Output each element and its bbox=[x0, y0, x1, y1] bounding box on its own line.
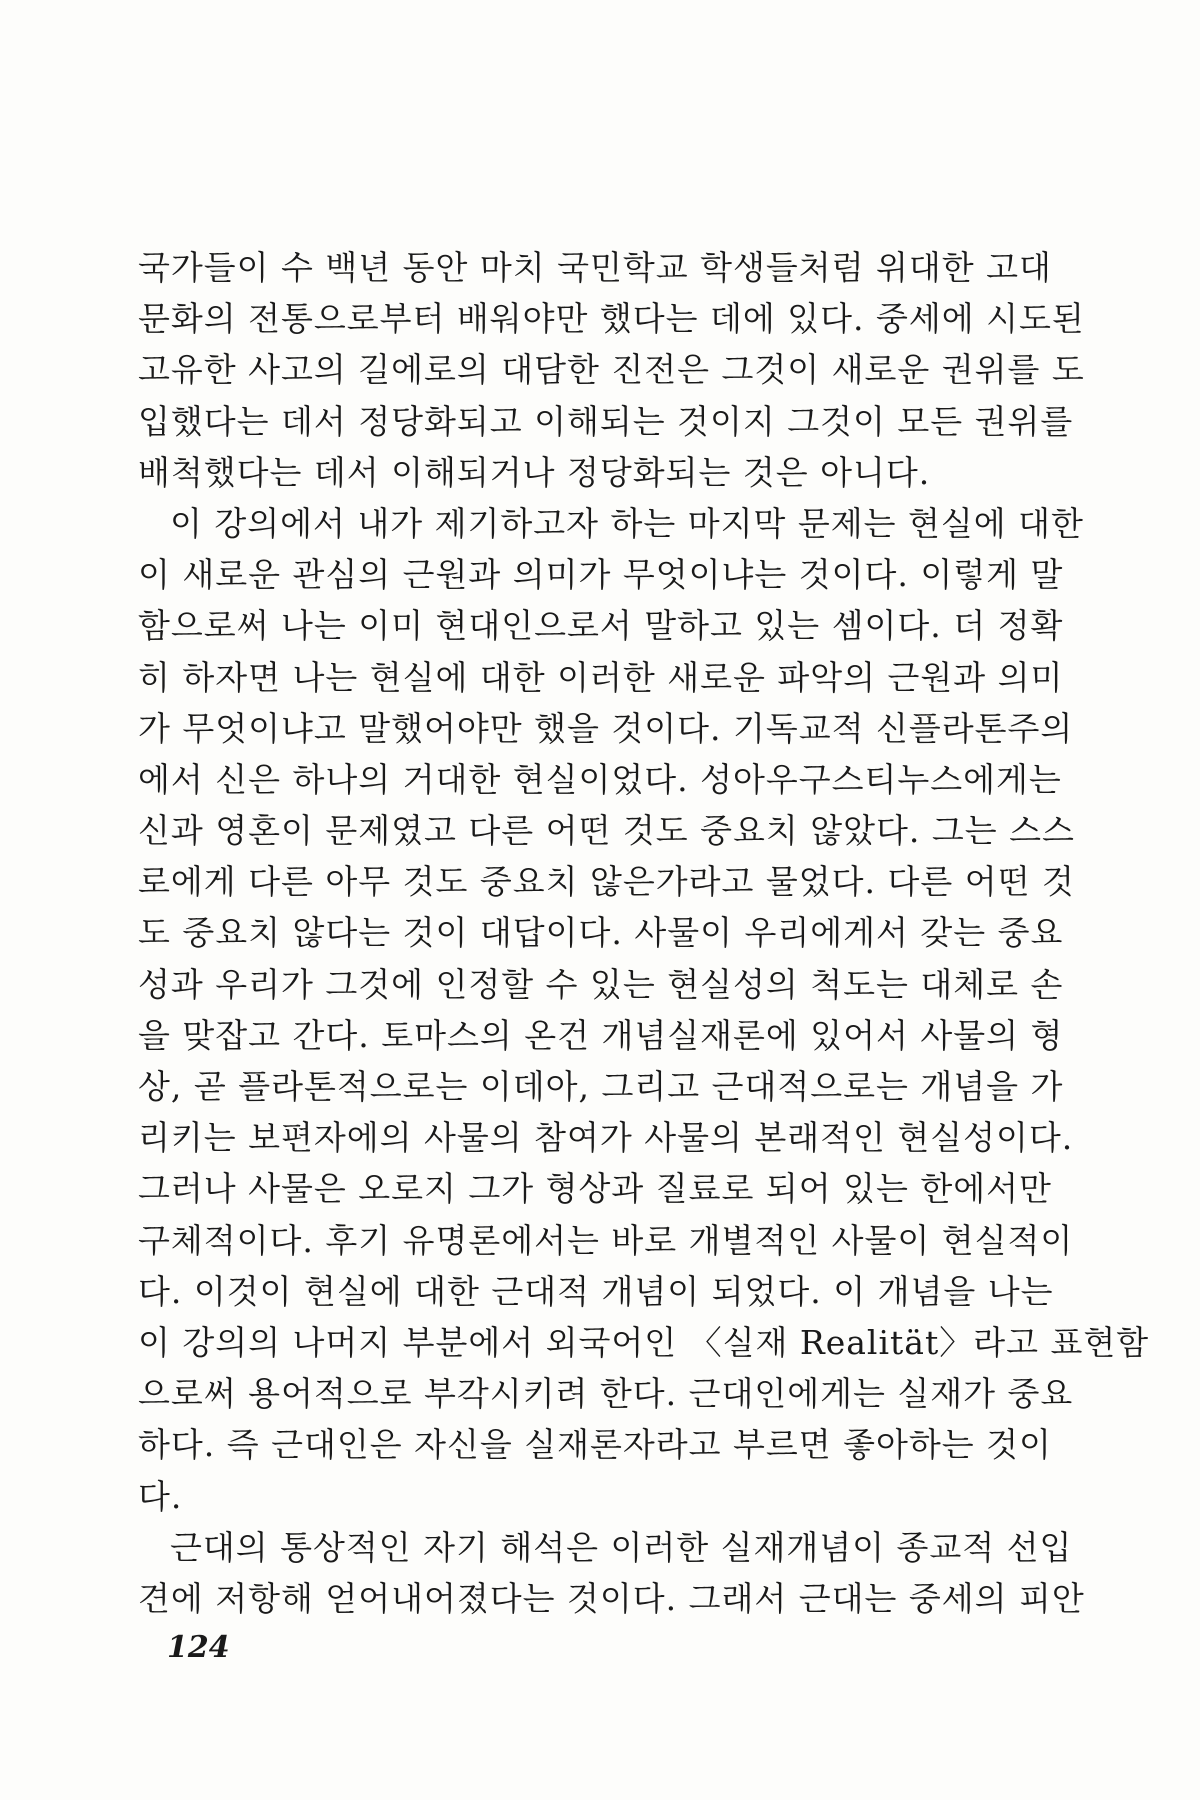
body-text bbox=[138, 242, 1150, 1624]
text-line: 도 중요치 않다는 것이 대답이다. 사물이 우리에게서 갖는 중요 bbox=[138, 913, 1064, 953]
text-line: 입했다는 데서 정당화되고 이해되는 것이지 그것이 모든 권위를 bbox=[138, 401, 1074, 441]
text-line: 그러나 사물은 오로지 그가 형상과 질료로 되어 있는 한에서만 bbox=[138, 1169, 1052, 1209]
text-line: 하다. 즉 근대인은 자신을 실재론자라고 부르면 좋아하는 것이 bbox=[138, 1425, 1052, 1465]
page-number: 124 bbox=[167, 1630, 230, 1665]
text-line: 이 새로운 관심의 근원과 의미가 무엇이냐는 것이다. 이렇게 말 bbox=[138, 555, 1064, 595]
text-line: 으로써 용어적으로 부각시키려 한다. 근대인에게는 실재가 중요 bbox=[138, 1374, 1074, 1414]
text-line: 이 강의에서 내가 제기하고자 하는 마지막 문제는 현실에 대한 bbox=[170, 503, 1084, 543]
text-line: 배척했다는 데서 이해되거나 정당화되는 것은 아니다. bbox=[138, 452, 931, 492]
text-line: 성과 우리가 그것에 인정할 수 있는 현실성의 척도는 대체로 손 bbox=[138, 964, 1064, 1004]
text-line: 문화의 전통으로부터 배워야만 했다는 데에 있다. 중세에 시도된 bbox=[138, 299, 1085, 339]
text-line: 고유한 사고의 길에로의 대담한 진전은 그것이 새로운 권위를 도 bbox=[138, 350, 1085, 390]
text-line: 근대의 통상적인 자기 해석은 이러한 실재개념이 종교적 선입 bbox=[170, 1527, 1073, 1567]
text-line: 다. 이것이 현실에 대한 근대적 개념이 되었다. 이 개념을 나는 bbox=[138, 1271, 1054, 1311]
text-line: 에서 신은 하나의 거대한 현실이었다. 성아우구스티누스에게는 bbox=[138, 759, 1062, 799]
text-line: 리키는 보편자에의 사물의 참여가 사물의 본래적인 현실성이다. bbox=[138, 1118, 1074, 1158]
text-line: 국가들이 수 백년 동안 마치 국민학교 학생들처럼 위대한 고대 bbox=[138, 248, 1052, 287]
text-line: 로에게 다른 아무 것도 중요치 않은가라고 물었다. 다른 어떤 것 bbox=[138, 862, 1075, 902]
text-line: 상, 곧 플라톤적으로는 이데아, 그리고 근대적으로는 개념을 가 bbox=[138, 1067, 1064, 1106]
text-line: 히 하자면 나는 현실에 대한 이러한 새로운 파악의 근원과 의미 bbox=[138, 657, 1064, 697]
text-line: 견에 저항해 얻어내어졌다는 것이다. 그래서 근대는 중세의 피안 bbox=[138, 1578, 1085, 1618]
text-line: 신과 영혼이 문제였고 다른 어떤 것도 중요치 않았다. 그는 스스 bbox=[138, 811, 1075, 851]
text-line: 가 무엇이냐고 말했어야만 했을 것이다. 기독교적 신플라톤주의 bbox=[138, 708, 1074, 748]
text-line: 함으로써 나는 이미 현대인으로서 말하고 있는 셈이다. 더 정확 bbox=[138, 606, 1064, 646]
text-line: 을 맞잡고 간다. 토마스의 온건 개념실재론에 있어서 사물의 형 bbox=[138, 1015, 1064, 1055]
text-line: 이 강의의 나머지 부분에서 외국어인 〈실재 Realität〉라고 표현함 bbox=[138, 1322, 1150, 1362]
text-line: 다. bbox=[138, 1476, 183, 1516]
text-line: 구체적이다. 후기 유명론에서는 바로 개별적인 사물이 현실적이 bbox=[138, 1220, 1074, 1260]
